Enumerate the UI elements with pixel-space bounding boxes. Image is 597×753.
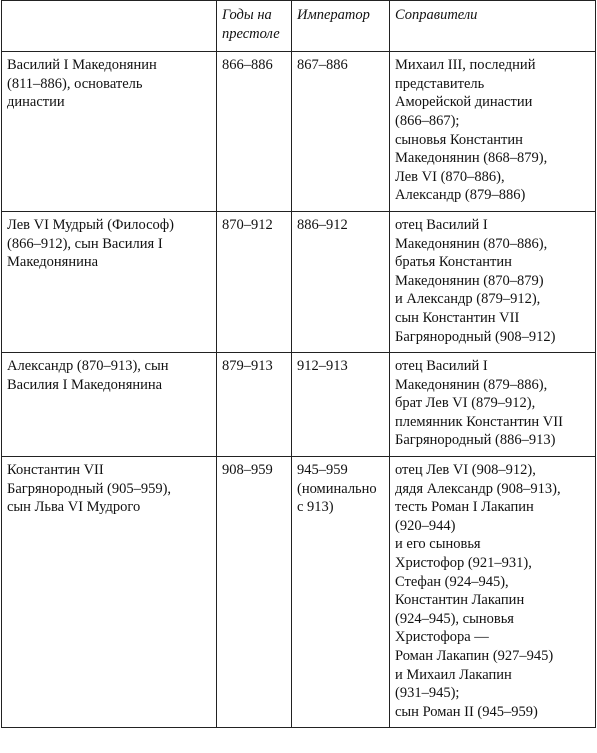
- cell-line: Александр (879–886): [395, 187, 526, 204]
- cell-line: Константин Лакапин: [395, 592, 525, 609]
- cell-line: отец Василий I: [395, 358, 488, 375]
- cell-line: с 913): [297, 499, 334, 516]
- cell-line: (номинально: [297, 480, 377, 497]
- cell-line: Константин VII: [7, 462, 104, 479]
- cell-years: [217, 353, 292, 457]
- cell-line: 866–886: [222, 57, 273, 74]
- cell-line: 945–959: [297, 462, 348, 479]
- cell-line: Христофора —: [395, 629, 489, 646]
- cell-line: тесть Роман I Лакапин: [395, 499, 534, 516]
- cell-coregents: [390, 457, 596, 728]
- cell-ruler: [2, 211, 217, 352]
- cell-line: и Михаил Лакапин: [395, 666, 512, 683]
- cell-line: Македонянин (870–886),: [395, 235, 548, 252]
- header-ruler: [2, 1, 217, 52]
- cell-line: Христофор (921–931),: [395, 555, 532, 572]
- table-row: [2, 457, 596, 728]
- cell-line: Багрянородный (905–959),: [7, 480, 172, 497]
- cell-line: 908–959: [222, 462, 273, 479]
- cell-line: 886–912: [297, 216, 348, 233]
- header-row: [2, 1, 596, 52]
- cell-line: сын Константин VII: [395, 309, 520, 326]
- cell-ruler: [2, 52, 217, 212]
- cell-line: Александр (870–913), сын: [7, 358, 169, 375]
- cell-line: Македонянин (868–879),: [395, 150, 548, 167]
- header-emperor: Император: [292, 1, 390, 52]
- cell-line: Багрянородный (886–913): [395, 432, 556, 449]
- cell-line: (924–945), сыновья: [395, 610, 514, 627]
- cell-line: 912–913: [297, 358, 348, 375]
- cell-emperor: [292, 353, 390, 457]
- cell-line: династии: [7, 94, 65, 111]
- cell-line: сыновья Константин: [395, 131, 523, 148]
- cell-line: Македонянин (870–879): [395, 272, 544, 289]
- cell-line: Македонянин (879–886),: [395, 376, 548, 393]
- cell-years: [217, 457, 292, 728]
- cell-line: сын Льва VI Мудрого: [7, 499, 141, 516]
- cell-line: 879–913: [222, 358, 273, 375]
- cell-line: Василия I Македонянина: [7, 376, 163, 393]
- cell-emperor: [292, 52, 390, 212]
- cell-line: Лев VI Мудрый (Философ): [7, 216, 174, 233]
- cell-line: (931–945);: [395, 685, 460, 702]
- cell-line: Роман Лакапин (927–945): [395, 648, 554, 664]
- cell-years: [217, 211, 292, 352]
- cell-line: (811–886), основатель: [7, 75, 143, 92]
- cell-line: представитель: [395, 75, 485, 92]
- cell-line: 867–886: [297, 57, 348, 74]
- table-row: [2, 211, 596, 352]
- cell-emperor: [292, 457, 390, 728]
- cell-ruler: [2, 353, 217, 457]
- cell-line: сын Роман II (945–959): [395, 703, 538, 720]
- cell-line: (866–867);: [395, 112, 460, 129]
- rulers-table: [1, 0, 596, 728]
- cell-line: Михаил III, последний: [395, 57, 536, 74]
- cell-line: и его сыновья: [395, 536, 481, 553]
- cell-line: Лев VI (870–886),: [395, 168, 505, 185]
- cell-line: Стефан (924–945),: [395, 573, 509, 590]
- cell-ruler: [2, 457, 217, 728]
- cell-line: отец Василий I: [395, 216, 488, 233]
- cell-line: 870–912: [222, 216, 273, 233]
- cell-line: и Александр (879–912),: [395, 291, 541, 308]
- cell-coregents: [390, 211, 596, 352]
- cell-years: [217, 52, 292, 212]
- cell-coregents: [390, 52, 596, 212]
- cell-line: отец Лев VI (908–912),: [395, 462, 536, 479]
- table-row: [2, 52, 596, 212]
- header-years: Годы на престоле: [217, 1, 292, 52]
- cell-line: Багрянородный (908–912): [395, 328, 556, 345]
- cell-line: Аморейской династии: [395, 94, 533, 111]
- table-row: [2, 353, 596, 457]
- cell-emperor: [292, 211, 390, 352]
- cell-line: (866–912), сын Василия I: [7, 235, 163, 252]
- cell-line: племянник Константин VII: [395, 413, 563, 430]
- cell-coregents: [390, 353, 596, 457]
- cell-line: Македонянина: [7, 254, 99, 271]
- cell-line: Василий I Македонянин: [7, 57, 157, 74]
- header-coregents: Соправители: [390, 1, 596, 52]
- cell-line: (920–944): [395, 517, 456, 534]
- cell-line: братья Константин: [395, 254, 512, 271]
- cell-line: брат Лев VI (879–912),: [395, 395, 536, 412]
- cell-line: дядя Александр (908–913),: [395, 480, 561, 497]
